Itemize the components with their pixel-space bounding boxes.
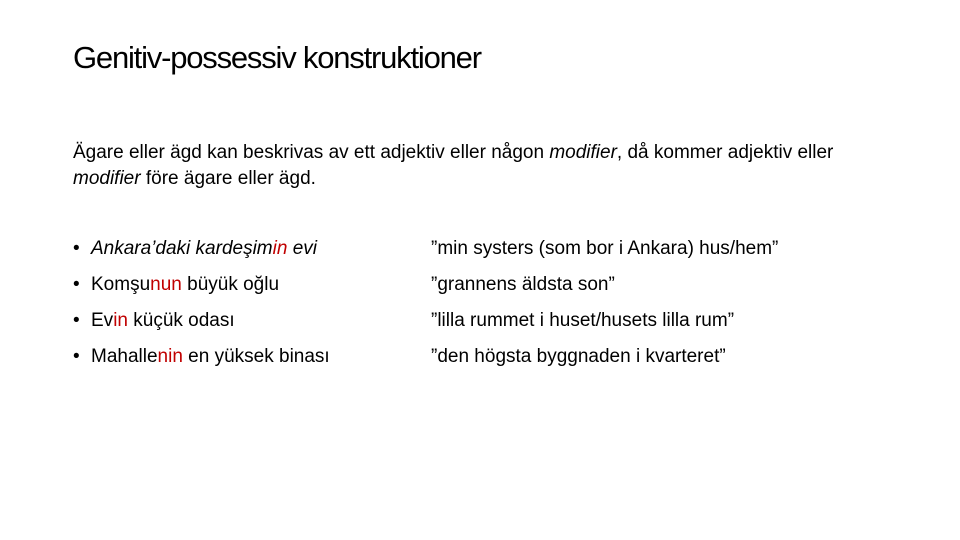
- swedish-translation: ”grannens äldsta son”: [431, 274, 615, 295]
- turkish-stem: Komşu: [91, 274, 151, 295]
- turkish-rest: küçük odası: [127, 310, 235, 331]
- turkish-rest: en yüksek binası: [182, 346, 330, 367]
- swedish-translation: ”den högsta byggnaden i kvarteret”: [431, 346, 726, 367]
- turkish-phrase: [91, 236, 317, 262]
- turkish-stem: Ev: [91, 310, 114, 331]
- turkish-phrase: [91, 344, 330, 370]
- intro-text-2: , då kommer adjektiv eller: [616, 142, 834, 163]
- genitive-suffix: nin: [157, 346, 183, 367]
- genitive-suffix: in: [272, 238, 288, 259]
- intro-text-3: före ägare eller ägd.: [140, 168, 316, 189]
- turkish-rest: büyük oğlu: [181, 274, 280, 295]
- page-title: Genitiv-possessiv konstruktioner: [73, 40, 481, 75]
- bullet-icon: •: [73, 310, 80, 331]
- turkish-phrase: [91, 272, 279, 298]
- intro-paragraph: [73, 140, 893, 192]
- bullet-icon: •: [73, 238, 80, 259]
- swedish-translation: ”lilla rummet i huset/husets lilla rum”: [431, 310, 735, 331]
- bullet-icon: •: [73, 274, 80, 295]
- genitive-suffix: nun: [150, 274, 182, 295]
- swedish-translation: ”min systers (som bor i Ankara) hus/hem”: [431, 238, 779, 259]
- turkish-stem: Mahalle: [91, 346, 158, 367]
- turkish-stem: Ankara’daki kardeşim: [91, 238, 273, 259]
- intro-italic-2: modifier: [73, 168, 141, 189]
- intro-text-1: Ägare eller ägd kan beskrivas av ett adjektiv eller någon: [73, 142, 550, 163]
- intro-italic-1: modifier: [549, 142, 617, 163]
- turkish-phrase: [91, 308, 235, 334]
- bullet-icon: •: [73, 346, 80, 367]
- turkish-rest: evi: [287, 238, 318, 259]
- genitive-suffix: in: [113, 310, 128, 331]
